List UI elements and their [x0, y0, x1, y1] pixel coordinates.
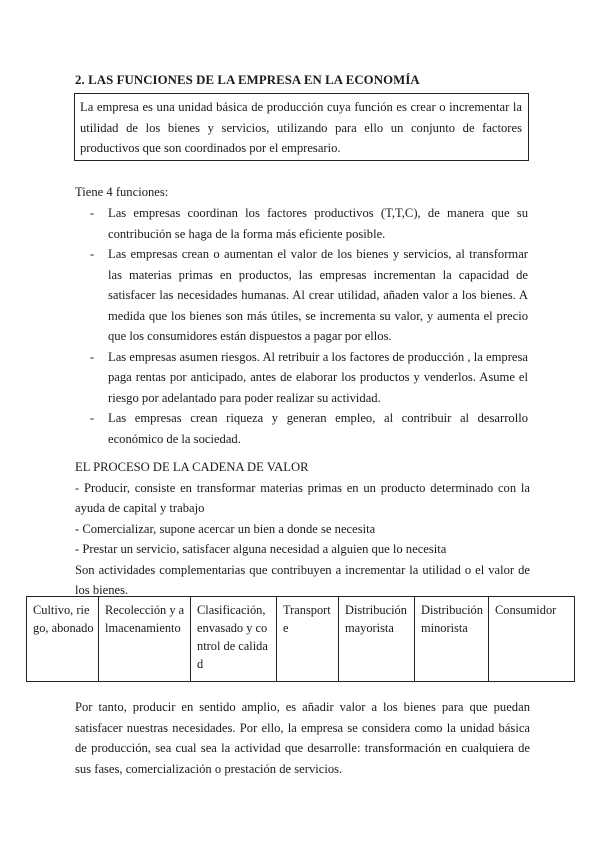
- table-cell: Clasificación, envasado y control de calidad: [191, 597, 277, 682]
- value-chain-heading: EL PROCESO DE LA CADENA DE VALOR: [75, 460, 309, 474]
- value-chain-table: [26, 596, 575, 682]
- dash-bullet: -: [90, 206, 95, 220]
- dash-bullet: -: [90, 411, 95, 425]
- functions-intro: Tiene 4 funciones:: [75, 185, 169, 199]
- table-cell: Transporte: [277, 597, 339, 682]
- function-text: Las empresas crean riqueza y generan empleo, al contribuir al desarrollo económico de la sociedad.: [108, 411, 528, 446]
- list-item: [90, 408, 528, 449]
- definition-text: La empresa es una unidad básica de producción cuya función es crear o incrementar la utilidad de los bienes y servicios, utilizando para ello un conjunto de factores productivos que son coordinados por el empresario.: [80, 100, 522, 155]
- list-item: [90, 244, 528, 347]
- table-row: [27, 597, 575, 682]
- definition-box: [74, 93, 529, 161]
- table-cell: Recolección y almacenamiento: [99, 597, 191, 682]
- closing-paragraph: Por tanto, producir en sentido amplio, es añadir valor a los bienes para que puedan satisfacer nuestras necesidades. Por ello, la empresa se considera como la unidad básica de producción, sea cual sea la actividad que desarrolle: transformación en cualquiera de sus fases, comercialización o prestación de servicios.: [75, 700, 530, 776]
- function-text: Las empresas crean o aumentan el valor de los bienes y servicios, al transformar las materias primas en productos, las empresas incrementan la capacidad de satisfacer las necesidades humanas. Al crear utilidad, añaden valor a los bienes. A medida que los bienes son más útiles, se incrementa su valor, y aumenta el precio que los consumidores están dispuestos a pagar por ellos.: [108, 247, 528, 343]
- list-item: [90, 203, 528, 244]
- value-chain-item: - Prestar un servicio, satisfacer alguna necesidad a alguien que lo necesita: [75, 542, 447, 556]
- function-text: Las empresas asumen riesgos. Al retribuir a los factores de producción , la empresa paga rentas por anticipado, antes de elaborar los productos y venderlos. Asume el riesgo por adelantado para poder realizar su actividad.: [108, 349, 528, 405]
- dash-bullet: -: [90, 247, 95, 261]
- value-chain-item: - Comercializar, supone acercar un bien a donde se necesita: [75, 521, 376, 536]
- table-cell: Cultivo, riego, abonado: [27, 597, 99, 682]
- dash-bullet: -: [90, 349, 95, 364]
- table-cell: Distribución minorista: [415, 597, 489, 682]
- value-chain-section: [75, 457, 530, 601]
- table-cell: Distribución mayorista: [339, 597, 415, 682]
- value-chain-item: - Producir, consiste en transformar materias primas en un producto determinado con la ayuda de capital y trabajo: [75, 480, 530, 515]
- function-text: Las empresas coordinan los factores productivos (T,T,C), de manera que su contribución se haga de la forma más eficiente posible.: [108, 206, 528, 241]
- list-item: [90, 347, 528, 409]
- section-title: 2. LAS FUNCIONES DE LA EMPRESA EN LA ECONOMÍA: [75, 73, 420, 87]
- table-cell: Consumidor: [489, 597, 575, 682]
- value-chain-note: Son actividades complementarias que contribuyen a incrementar la utilidad o el valor de los bienes.: [75, 562, 530, 597]
- functions-list: [90, 203, 528, 449]
